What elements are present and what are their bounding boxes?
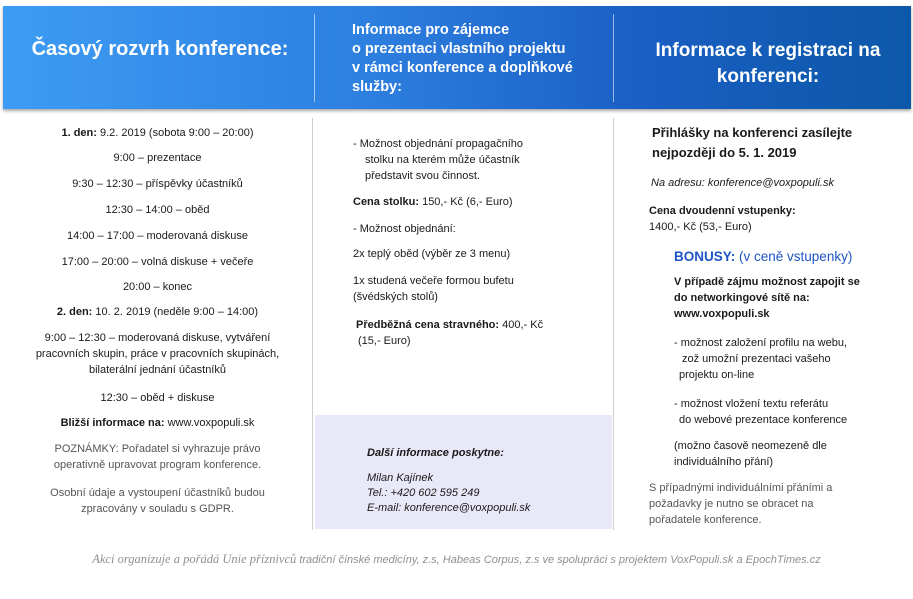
schedule-item: 9:00 – prezentace <box>113 152 202 164</box>
dinner-line: 1x studená večeře formou bufetu <box>353 275 514 287</box>
schedule-item: 20:00 – konec <box>122 281 193 293</box>
day2-block <box>3 330 312 378</box>
networking-info <box>674 274 904 322</box>
bonus-heading: BONUSY: (v ceně vstupenky) <box>674 249 853 264</box>
header-divider <box>613 14 614 102</box>
meal-price-euro: (15,- Euro) <box>358 335 411 347</box>
dinner-line: (švédských stolů) <box>353 291 438 303</box>
notes-line: operativně upravovat program konference. <box>53 459 262 471</box>
footer-serif-text: Akci organizuje a pořádá Unie příznivců <box>92 552 297 566</box>
contact-box <box>315 415 612 529</box>
profile-line: projektu on-line <box>679 369 755 381</box>
deadline-line: nejpozději do 5. 1. 2019 <box>652 145 797 160</box>
schedule-line: pracovních skupin, práce v pracovních skupinách, <box>35 348 280 360</box>
more-info-link[interactable]: www.voxpopuli.sk <box>164 417 255 429</box>
registration-title-line: Informace k registraci na <box>655 40 881 61</box>
gdpr-note <box>3 485 312 517</box>
profile-line: - možnost založení profilu na webu, <box>674 337 848 349</box>
schedule-item: 12:30 – oběd + diskuse <box>100 392 215 404</box>
registration-title <box>633 38 903 90</box>
schedule-column <box>3 118 313 530</box>
contact-email[interactable]: E-mail: konference@voxpopuli.sk <box>367 502 531 514</box>
contact-title: Další informace poskytne: <box>367 447 504 459</box>
contact-phone: Tel.: +420 602 595 249 <box>367 487 480 499</box>
day1-heading: 1. den: 9.2. 2019 (sobota 9:00 – 20:00) <box>61 127 254 139</box>
schedule-item: 12:30 – 14:00 – oběd <box>105 204 210 216</box>
ticket-price: Cena dvoudenní vstupenky: 1400,- Kč (53,- Euro) <box>649 205 796 233</box>
duration-line: (možno časově neomezeně dle <box>674 440 827 452</box>
header-banner <box>3 6 911 109</box>
presentation-column <box>313 118 614 530</box>
duration-note <box>674 438 904 470</box>
registration-deadline <box>652 123 907 163</box>
organizer-footer <box>0 552 913 567</box>
article-line: - možnost vložení textu referátu <box>674 398 829 410</box>
meal-price: Předběžná cena stravného: 400,- Kč (15,- Euro) <box>356 317 606 349</box>
wishes-line: požadavky je nutno se obracet na <box>649 498 814 510</box>
bonus-article <box>674 396 904 428</box>
profile-line: zož umožní prezentaci vašeho <box>682 353 831 365</box>
networking-line: V případě zájmu možnost zapojit se <box>674 276 860 288</box>
header-divider <box>314 14 315 102</box>
bonus-profile <box>674 335 904 383</box>
contact-name: Milan Kajínek <box>367 472 434 484</box>
dinner-option <box>353 273 603 305</box>
notes-line: POZNÁMKY: Pořadatel si vyhrazuje právo <box>54 443 261 455</box>
schedule-item: 17:00 – 20:00 – volná diskuse + večeře <box>61 256 254 268</box>
registration-title-line: konferenci: <box>716 66 820 87</box>
order-label: - Možnost objednání: <box>353 223 456 235</box>
notes <box>3 441 312 473</box>
presentation-title-line: v rámci konference a doplňkové <box>352 60 573 76</box>
gdpr-line: zpracovány v souladu s GDPR. <box>81 503 234 515</box>
duration-line: individuálního přání) <box>674 456 774 468</box>
footer-sans-text: tradiční čínské medicíny, z.s, Habeas Corpus, z.s ve spolupráci s projektem VoxPopuli.sk a EpochTimes.cz <box>296 554 821 566</box>
stand-line: představit svou činnost. <box>365 170 480 182</box>
article-line: do webové prezentace konference <box>679 414 848 426</box>
registration-column <box>614 118 911 530</box>
stand-line: - Možnost objednání propagačního <box>353 138 524 150</box>
wishes-note <box>649 480 904 528</box>
presentation-title-line: Informace pro zájemce <box>352 22 510 38</box>
networking-link[interactable]: www.voxpopuli.sk <box>674 308 770 320</box>
schedule-line: 9:00 – 12:30 – moderovaná diskuse, vytváření <box>44 332 271 344</box>
day2-heading: 2. den: 10. 2. 2019 (neděle 9:00 – 14:00) <box>56 306 259 318</box>
schedule-item: 14:00 – 17:00 – moderovaná diskuse <box>66 230 249 242</box>
networking-line: do networkingové sítě na: <box>674 292 810 304</box>
registration-address[interactable]: Na adresu: konference@voxpopuli.sk <box>651 177 834 189</box>
stand-option <box>353 136 603 184</box>
lunch-option: 2x teplý oběd (výběr ze 3 menu) <box>353 248 511 260</box>
more-info: Bližší informace na: www.voxpopuli.sk <box>60 417 255 429</box>
wishes-line: S případnými individuálními přáními a <box>649 482 833 494</box>
presentation-title <box>352 21 587 97</box>
gdpr-line: Osobní údaje a vystoupení účastníků budou <box>50 487 265 499</box>
presentation-title-line: o prezentaci vlastního projektu <box>352 41 566 57</box>
schedule-line: bilaterální jednání účastníků <box>89 364 226 376</box>
wishes-line: pořadatele konference. <box>649 514 762 526</box>
stand-line: stolku na kterém může účastník <box>365 154 520 166</box>
presentation-title-line: služby: <box>352 79 402 95</box>
deadline-line: Přihlášky na konferenci zasílejte <box>652 125 853 140</box>
schedule-title: Časový rozvrh konference: <box>31 38 289 60</box>
stand-price: Cena stolku: 150,- Kč (6,- Euro) <box>353 196 513 208</box>
schedule-item: 9:30 – 12:30 – příspěvky účastníků <box>72 178 243 190</box>
